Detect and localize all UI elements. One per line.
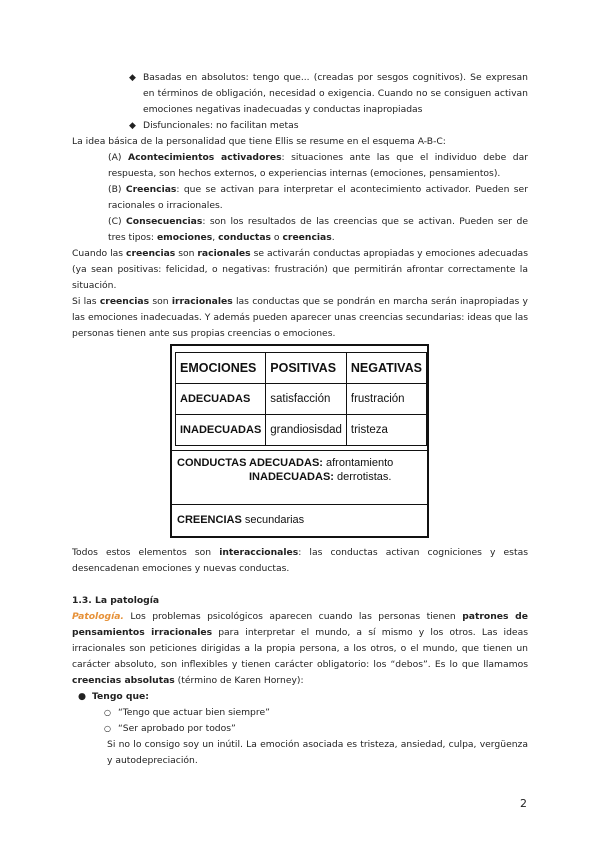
page-body xyxy=(72,70,528,342)
page-number: 2 xyxy=(520,797,527,810)
tengo-que-consequence: Si no lo consigo soy un inútil. La emoción asociada es tristeza, ansiedad, culpa, vergüenza y autodepreciación. xyxy=(107,739,528,766)
table-cell: ADECUADAS xyxy=(176,384,266,415)
divider xyxy=(172,450,427,451)
bullet-item: ◆ Basadas en absolutos: tengo que... (creadas por sesgos cognitivos). Se expresan en términos de obligación, necesidad o exigencia. Cuando no se consiguen activan emociones negativas inadecuadas y conductas inapropiadas xyxy=(129,72,528,115)
circle-bullet-icon: ○ xyxy=(104,708,111,717)
divider xyxy=(172,504,427,505)
page-body-lower xyxy=(72,545,528,769)
paragraph-irracionales: Si las creencias son irracionales las conductas que se pondrán en marcha serán inapropiadas y las emociones inadecuadas. Y además pueden aparecer unas creencias secundarias: ideas que las personas tienen ante sus propias creencias o emociones. xyxy=(72,296,528,339)
table-header-row xyxy=(176,353,427,384)
sub-list-item: ○ “Tengo que actuar bien siempre” xyxy=(72,705,528,721)
abc-b: (B) Creencias: que se activan para interpretar el acontecimiento activador. Pueden ser racionales o irracionales. xyxy=(108,184,528,211)
creencias-block: CREENCIAS secundarias xyxy=(177,514,305,526)
table-cell: grandiosisdad xyxy=(266,415,347,446)
table-cell: tristeza xyxy=(346,415,426,446)
list-item: ● Tengo que: xyxy=(72,689,528,705)
table-row xyxy=(176,384,427,415)
abc-intro: La idea básica de la personalidad que tiene Ellis se resume en el esquema A-B-C: xyxy=(72,136,446,147)
paragraph-patologia: Patología. Los problemas psicológicos aparecen cuando las personas tienen patrones de pensamientos irracionales para interpretar el mundo, a sí mismo y los otros. Las ideas irracionales son peticiones dirigidas a la propia persona, a los otros, o el mundo, que tienen un carácter absoluto, son inflexibles y tienen carácter obligatorio: los “debos”. Es lo que llamamos creencias absolutas (término de Karen Horney): xyxy=(72,611,528,686)
circle-bullet-icon: ○ xyxy=(104,724,111,733)
abc-a: (A) Acontecimientos activadores: situaciones ante las que el individuo debe dar respuesta, son hechos externos, o experiencias internas (emociones, pensamientos). xyxy=(108,152,528,179)
table-header-cell: POSITIVAS xyxy=(266,353,347,384)
emotions-figure xyxy=(170,344,429,538)
paragraph-interaccionales: Todos estos elementos son interaccionales: las conductas activan cogniciones y estas desencadenan emociones y nuevas conductas. xyxy=(72,547,528,574)
abc-c: (C) Consecuencias: son los resultados de las creencias que se activan. Pueden ser de tres tipos: emociones, conductas o creencias. xyxy=(108,216,528,243)
conductas-label: CONDUCTAS xyxy=(177,457,247,469)
table-row xyxy=(176,415,427,446)
table-cell: satisfacción xyxy=(266,384,347,415)
table-header-cell: EMOCIONES xyxy=(176,353,266,384)
conductas-block: CONDUCTAS ADECUADAS: afrontamiento INADECUADAS: derrotistas. xyxy=(177,457,394,483)
table-cell: INADECUADAS xyxy=(176,415,266,446)
sub-list-item: ○ “Ser aprobado por todos” xyxy=(72,721,528,737)
bullet-item: ◆ Disfuncionales: no facilitan metas xyxy=(72,118,528,134)
table-cell: frustración xyxy=(346,384,426,415)
emotions-table xyxy=(175,352,427,446)
diamond-bullet-icon: ◆ xyxy=(129,121,136,131)
diamond-bullet-icon: ◆ xyxy=(129,73,136,83)
paragraph-racionales: Cuando las creencias son racionales se activarán conductas apropiadas y emociones adecuadas (ya sean positivas: felicidad, o negativas: frustración) que permitirán afrontar correctamente la situación. xyxy=(72,248,528,291)
section-title: 1.3. La patología xyxy=(72,595,160,606)
table-header-cell: NEGATIVAS xyxy=(346,353,426,384)
bullet-dot-icon: ● xyxy=(78,691,87,702)
